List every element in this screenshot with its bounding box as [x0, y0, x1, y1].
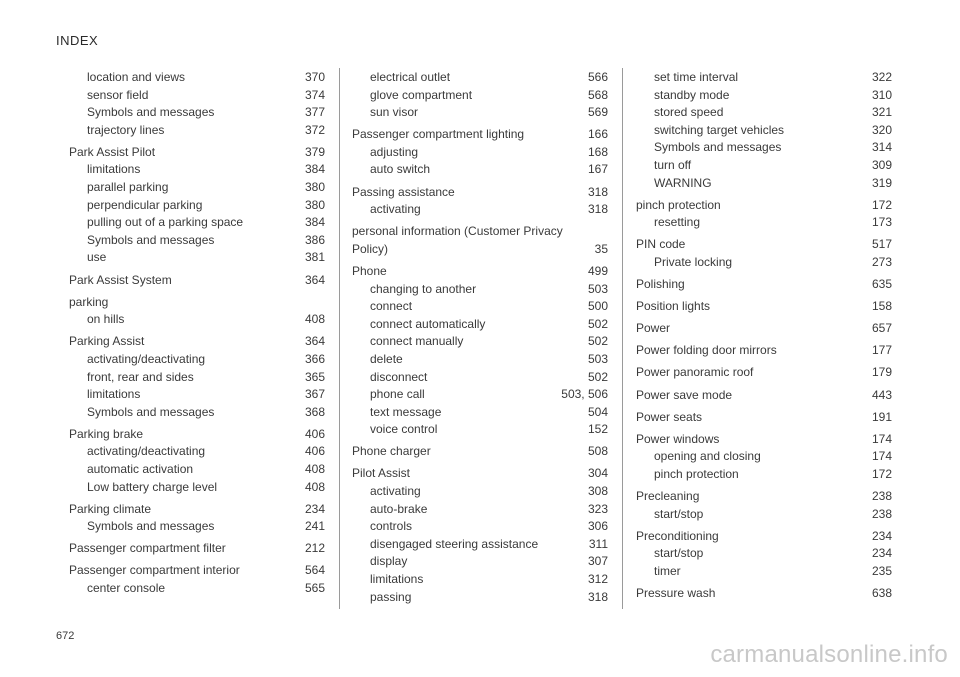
entry-term: PIN code — [636, 237, 686, 252]
index-subentry — [69, 69, 325, 87]
index-subentry — [69, 214, 325, 232]
entry-page-ref: 238 — [871, 506, 892, 521]
entry-term: activating — [370, 202, 421, 217]
index-entry — [636, 488, 892, 506]
entry-term: perpendicular parking — [87, 197, 203, 212]
index-subentry — [69, 369, 325, 387]
entry-page-ref: 167 — [587, 162, 608, 177]
index-entry — [69, 501, 325, 519]
entry-term: start/stop — [654, 546, 704, 561]
entry-page-ref: 370 — [304, 70, 325, 84]
entry-page-ref: 238 — [871, 488, 892, 503]
index-subentry — [352, 536, 608, 554]
entry-term: auto-brake — [370, 501, 428, 516]
index-entry — [352, 263, 608, 281]
entry-term: delete — [370, 351, 403, 366]
index-subentry — [636, 545, 892, 563]
entry-term: standby mode — [654, 87, 730, 102]
index-entry — [636, 197, 892, 215]
entry-term: Passenger compartment filter — [69, 541, 226, 556]
entry-page-ref: 307 — [587, 554, 608, 569]
entry-page-ref: 174 — [871, 449, 892, 464]
entry-page-ref: 172 — [871, 197, 892, 212]
entry-term: Passenger compartment interior — [69, 563, 240, 578]
column-divider — [622, 68, 623, 609]
entry-page-ref: 384 — [304, 215, 325, 230]
entry-page-ref: 234 — [871, 528, 892, 543]
entry-term: Passing assistance — [352, 184, 455, 199]
entry-term: stored speed — [654, 105, 724, 120]
entry-page-ref: 380 — [304, 197, 325, 212]
index-subentry — [69, 461, 325, 479]
entry-page-ref: 564 — [304, 563, 325, 578]
entry-term: Power seats — [636, 409, 703, 424]
index-subentry — [69, 197, 325, 215]
entry-term: Pilot Assist — [352, 466, 411, 481]
index-subentry — [636, 139, 892, 157]
entry-term: Park Assist System — [69, 272, 172, 287]
entry-term: connect automatically — [370, 316, 486, 331]
entry-term: controls — [370, 519, 413, 534]
entry-page-ref: 321 — [871, 105, 892, 120]
entry-term: front, rear and sides — [87, 369, 194, 384]
entry-term: resetting — [654, 215, 701, 230]
entry-term: personal information (Customer Privacy Policy) — [352, 224, 563, 256]
entry-page-ref: 310 — [871, 87, 892, 102]
index-subentry — [352, 518, 608, 536]
entry-page-ref: 318 — [587, 202, 608, 217]
entry-term: Power windows — [636, 431, 720, 446]
entry-term: text message — [370, 404, 442, 419]
entry-term: Precleaning — [636, 488, 700, 503]
entry-term: connect — [370, 299, 413, 314]
entry-page-ref: 319 — [871, 175, 892, 190]
entry-term: pinch protection — [654, 466, 739, 481]
entry-term: activating/deactivating — [87, 444, 206, 459]
entry-term: Symbols and messages — [654, 140, 782, 155]
index-subentry — [636, 104, 892, 122]
entry-term: timer — [654, 563, 681, 578]
entry-term: limitations — [370, 572, 424, 587]
index-subentry — [69, 386, 325, 404]
entry-page-ref: 517 — [871, 237, 892, 252]
entry-page-ref: 168 — [587, 144, 608, 159]
index-subentry — [69, 404, 325, 422]
index-entry — [69, 426, 325, 444]
index-subentry — [69, 580, 325, 598]
index-column-1 — [69, 69, 325, 598]
entry-term: Power panoramic roof — [636, 365, 754, 380]
entry-page-ref: 179 — [871, 365, 892, 380]
entry-page-ref: 314 — [871, 140, 892, 155]
entry-term: set time interval — [654, 70, 739, 84]
entry-term: connect manually — [370, 334, 464, 349]
entry-page-ref: 235 — [871, 563, 892, 578]
index-subentry — [352, 421, 608, 439]
index-subentry — [352, 404, 608, 422]
index-subentry — [636, 214, 892, 232]
entry-page-ref: 503, 506 — [561, 387, 608, 402]
entry-term: glove compartment — [370, 87, 473, 102]
entry-page-ref: 273 — [871, 254, 892, 269]
entry-page-ref: 406 — [304, 426, 325, 441]
index-subentry — [352, 589, 608, 607]
entry-page-ref: 377 — [304, 105, 325, 120]
entry-term: Private locking — [654, 254, 733, 269]
entry-term: sensor field — [87, 87, 149, 102]
index-entry — [69, 272, 325, 290]
entry-term: activating/deactivating — [87, 351, 206, 366]
entry-page-ref: 569 — [587, 105, 608, 120]
index-entry — [69, 333, 325, 351]
entry-page-ref: 499 — [587, 263, 608, 278]
index-subentry — [352, 281, 608, 299]
watermark: carmanualsonline.info — [710, 641, 948, 668]
index-subentry — [352, 161, 608, 179]
index-subentry — [69, 351, 325, 369]
entry-page-ref: 177 — [871, 343, 892, 358]
entry-term: Preconditioning — [636, 528, 719, 543]
entry-term: Polishing — [636, 277, 685, 292]
index-subentry — [636, 506, 892, 524]
index-subentry — [352, 369, 608, 387]
entry-term: pulling out of a parking space — [87, 215, 244, 230]
index-subentry — [636, 69, 892, 87]
entry-term: Low battery charge level — [87, 479, 218, 494]
entry-page-ref: 306 — [587, 519, 608, 534]
entry-page-ref: 381 — [304, 250, 325, 265]
index-subentry — [352, 571, 608, 589]
entry-page-ref: 311 — [588, 536, 608, 551]
entry-term: Position lights — [636, 299, 711, 314]
entry-page-ref: 408 — [304, 461, 325, 476]
entry-term: Power — [636, 321, 671, 336]
index-column-3 — [636, 69, 892, 603]
entry-term: Pressure wash — [636, 585, 716, 600]
entry-page-ref: 568 — [587, 87, 608, 102]
entry-page-ref: 372 — [304, 122, 325, 137]
entry-term: Power save mode — [636, 387, 733, 402]
entry-page-ref: 304 — [587, 466, 608, 481]
entry-page-ref: 212 — [304, 541, 325, 556]
entry-term: Symbols and messages — [87, 519, 215, 534]
entry-term: limitations — [87, 387, 141, 402]
index-subentry — [352, 386, 608, 404]
entry-term: activating — [370, 484, 421, 499]
entry-term: WARNING — [654, 175, 712, 190]
entry-term: auto switch — [370, 162, 431, 177]
index-subentry — [352, 104, 608, 122]
entry-term: Phone charger — [352, 444, 431, 459]
entry-page-ref: 443 — [871, 387, 892, 402]
index-entry — [636, 431, 892, 449]
index-subentry — [636, 157, 892, 175]
entry-page-ref: 502 — [587, 369, 608, 384]
entry-page-ref: 500 — [587, 299, 608, 314]
index-subentry — [352, 483, 608, 501]
page-number: 672 — [56, 630, 75, 642]
entry-term: adjusting — [370, 144, 419, 159]
entry-term: Parking Assist — [69, 334, 145, 349]
index-subentry — [352, 144, 608, 162]
entry-page-ref: 174 — [871, 431, 892, 446]
entry-page-ref: 234 — [871, 546, 892, 561]
index-subentry — [636, 448, 892, 466]
entry-page-ref: 322 — [871, 70, 892, 84]
entry-term: voice control — [370, 422, 438, 437]
page-header-title: INDEX — [56, 33, 99, 48]
entry-page-ref: 408 — [304, 479, 325, 494]
index-entry — [69, 540, 325, 558]
entry-term: changing to another — [370, 281, 477, 296]
entry-page-ref: 380 — [304, 180, 325, 195]
index-subentry — [69, 311, 325, 329]
entry-page-ref: 323 — [587, 501, 608, 516]
index-subentry — [352, 316, 608, 334]
index-subentry — [69, 232, 325, 250]
entry-term: Power folding door mirrors — [636, 343, 777, 358]
index-subentry — [69, 161, 325, 179]
entry-page-ref: 502 — [587, 334, 608, 349]
index-entry — [69, 294, 325, 312]
entry-page-ref: 308 — [587, 484, 608, 499]
entry-page-ref: 312 — [587, 572, 608, 587]
entry-page-ref: 635 — [871, 277, 892, 292]
column-divider — [339, 68, 340, 609]
index-subentry — [636, 466, 892, 484]
entry-term: Symbols and messages — [87, 105, 215, 120]
entry-term: Passenger compartment lighting — [352, 127, 525, 142]
entry-term: electrical outlet — [370, 70, 451, 84]
entry-term: on hills — [87, 312, 125, 327]
entry-page-ref: 386 — [304, 232, 325, 247]
entry-term: parking — [69, 294, 109, 309]
index-subentry — [352, 201, 608, 219]
index-subentry — [69, 122, 325, 140]
entry-page-ref: 638 — [871, 585, 892, 600]
index-entry — [636, 364, 892, 382]
entry-page-ref: 234 — [304, 501, 325, 516]
index-subentry — [69, 443, 325, 461]
entry-term: Phone — [352, 263, 387, 278]
entry-page-ref: 364 — [304, 272, 325, 287]
index-subentry — [352, 298, 608, 316]
entry-page-ref: 158 — [871, 299, 892, 314]
entry-page-ref: 152 — [587, 422, 608, 437]
entry-term: center console — [87, 581, 166, 596]
entry-term: passing — [370, 589, 412, 604]
entry-page-ref: 379 — [304, 144, 325, 159]
entry-term: parallel parking — [87, 180, 169, 195]
entry-term: automatic activation — [87, 461, 194, 476]
entry-term: opening and closing — [654, 449, 761, 464]
index-subentry — [69, 479, 325, 497]
entry-term: location and views — [87, 70, 186, 84]
entry-page-ref: 367 — [304, 387, 325, 402]
entry-term: trajectory lines — [87, 122, 165, 137]
index-subentry — [636, 254, 892, 272]
index-entry — [636, 409, 892, 427]
index-entry — [636, 387, 892, 405]
entry-page-ref: 366 — [304, 351, 325, 366]
index-subentry — [636, 175, 892, 193]
entry-page-ref: 173 — [871, 215, 892, 230]
entry-page-ref: 566 — [587, 70, 608, 84]
entry-page-ref: 35 — [594, 241, 608, 256]
entry-page-ref: 318 — [587, 589, 608, 604]
entry-term: disconnect — [370, 369, 428, 384]
entry-term: Park Assist Pilot — [69, 144, 156, 159]
index-entry — [352, 443, 608, 461]
entry-page-ref: 657 — [871, 321, 892, 336]
index-subentry — [352, 351, 608, 369]
index-entry — [636, 585, 892, 603]
entry-term: Symbols and messages — [87, 404, 215, 419]
entry-page-ref: 365 — [304, 369, 325, 384]
index-entry — [352, 126, 608, 144]
entry-page-ref: 565 — [304, 581, 325, 596]
index-subentry — [69, 518, 325, 536]
index-entry — [636, 298, 892, 316]
index-entry — [636, 320, 892, 338]
entry-term: pinch protection — [636, 197, 721, 212]
index-entry — [69, 562, 325, 580]
entry-page-ref: 504 — [587, 404, 608, 419]
index-subentry — [69, 179, 325, 197]
index-column-2 — [352, 69, 608, 606]
index-subentry — [636, 563, 892, 581]
entry-page-ref: 406 — [304, 444, 325, 459]
entry-term: disengaged steering assistance — [370, 536, 539, 551]
index-entry — [636, 528, 892, 546]
index-entry — [636, 342, 892, 360]
entry-term: sun visor — [370, 105, 419, 120]
index-subentry — [636, 87, 892, 105]
index-subentry — [352, 87, 608, 105]
entry-page-ref: 166 — [587, 127, 608, 142]
entry-page-ref: 318 — [587, 184, 608, 199]
entry-term: phone call — [370, 387, 425, 402]
index-subentry — [69, 104, 325, 122]
entry-page-ref: 408 — [304, 312, 325, 327]
entry-term: Symbols and messages — [87, 232, 215, 247]
entry-page-ref: 364 — [304, 334, 325, 349]
entry-page-ref: 191 — [871, 409, 892, 424]
index-entry — [352, 223, 608, 258]
index-entry — [352, 184, 608, 202]
index-entry — [352, 465, 608, 483]
entry-page-ref: 320 — [871, 122, 892, 137]
entry-term: Parking climate — [69, 501, 152, 516]
entry-page-ref: 503 — [587, 281, 608, 296]
entry-page-ref: 502 — [587, 316, 608, 331]
index-subentry — [352, 553, 608, 571]
index-entry — [636, 236, 892, 254]
index-entry — [69, 144, 325, 162]
entry-page-ref: 374 — [304, 87, 325, 102]
index-subentry — [69, 87, 325, 105]
index-subentry — [352, 333, 608, 351]
index-entry — [636, 276, 892, 294]
entry-page-ref: 172 — [871, 466, 892, 481]
entry-term: display — [370, 554, 408, 569]
entry-page-ref: 503 — [587, 351, 608, 366]
entry-term: limitations — [87, 162, 141, 177]
entry-page-ref: 384 — [304, 162, 325, 177]
index-subentry — [352, 501, 608, 519]
entry-page-ref: 508 — [587, 444, 608, 459]
entry-page-ref: 241 — [304, 519, 325, 534]
entry-term: Parking brake — [69, 426, 144, 441]
index-subentry — [636, 122, 892, 140]
index-subentry — [352, 69, 608, 87]
entry-page-ref: 309 — [871, 157, 892, 172]
entry-term: turn off — [654, 157, 692, 172]
index-subentry — [69, 249, 325, 267]
entry-page-ref: 368 — [304, 404, 325, 419]
entry-term: start/stop — [654, 506, 704, 521]
entry-term: use — [87, 250, 107, 265]
entry-term: switching target vehicles — [654, 122, 785, 137]
